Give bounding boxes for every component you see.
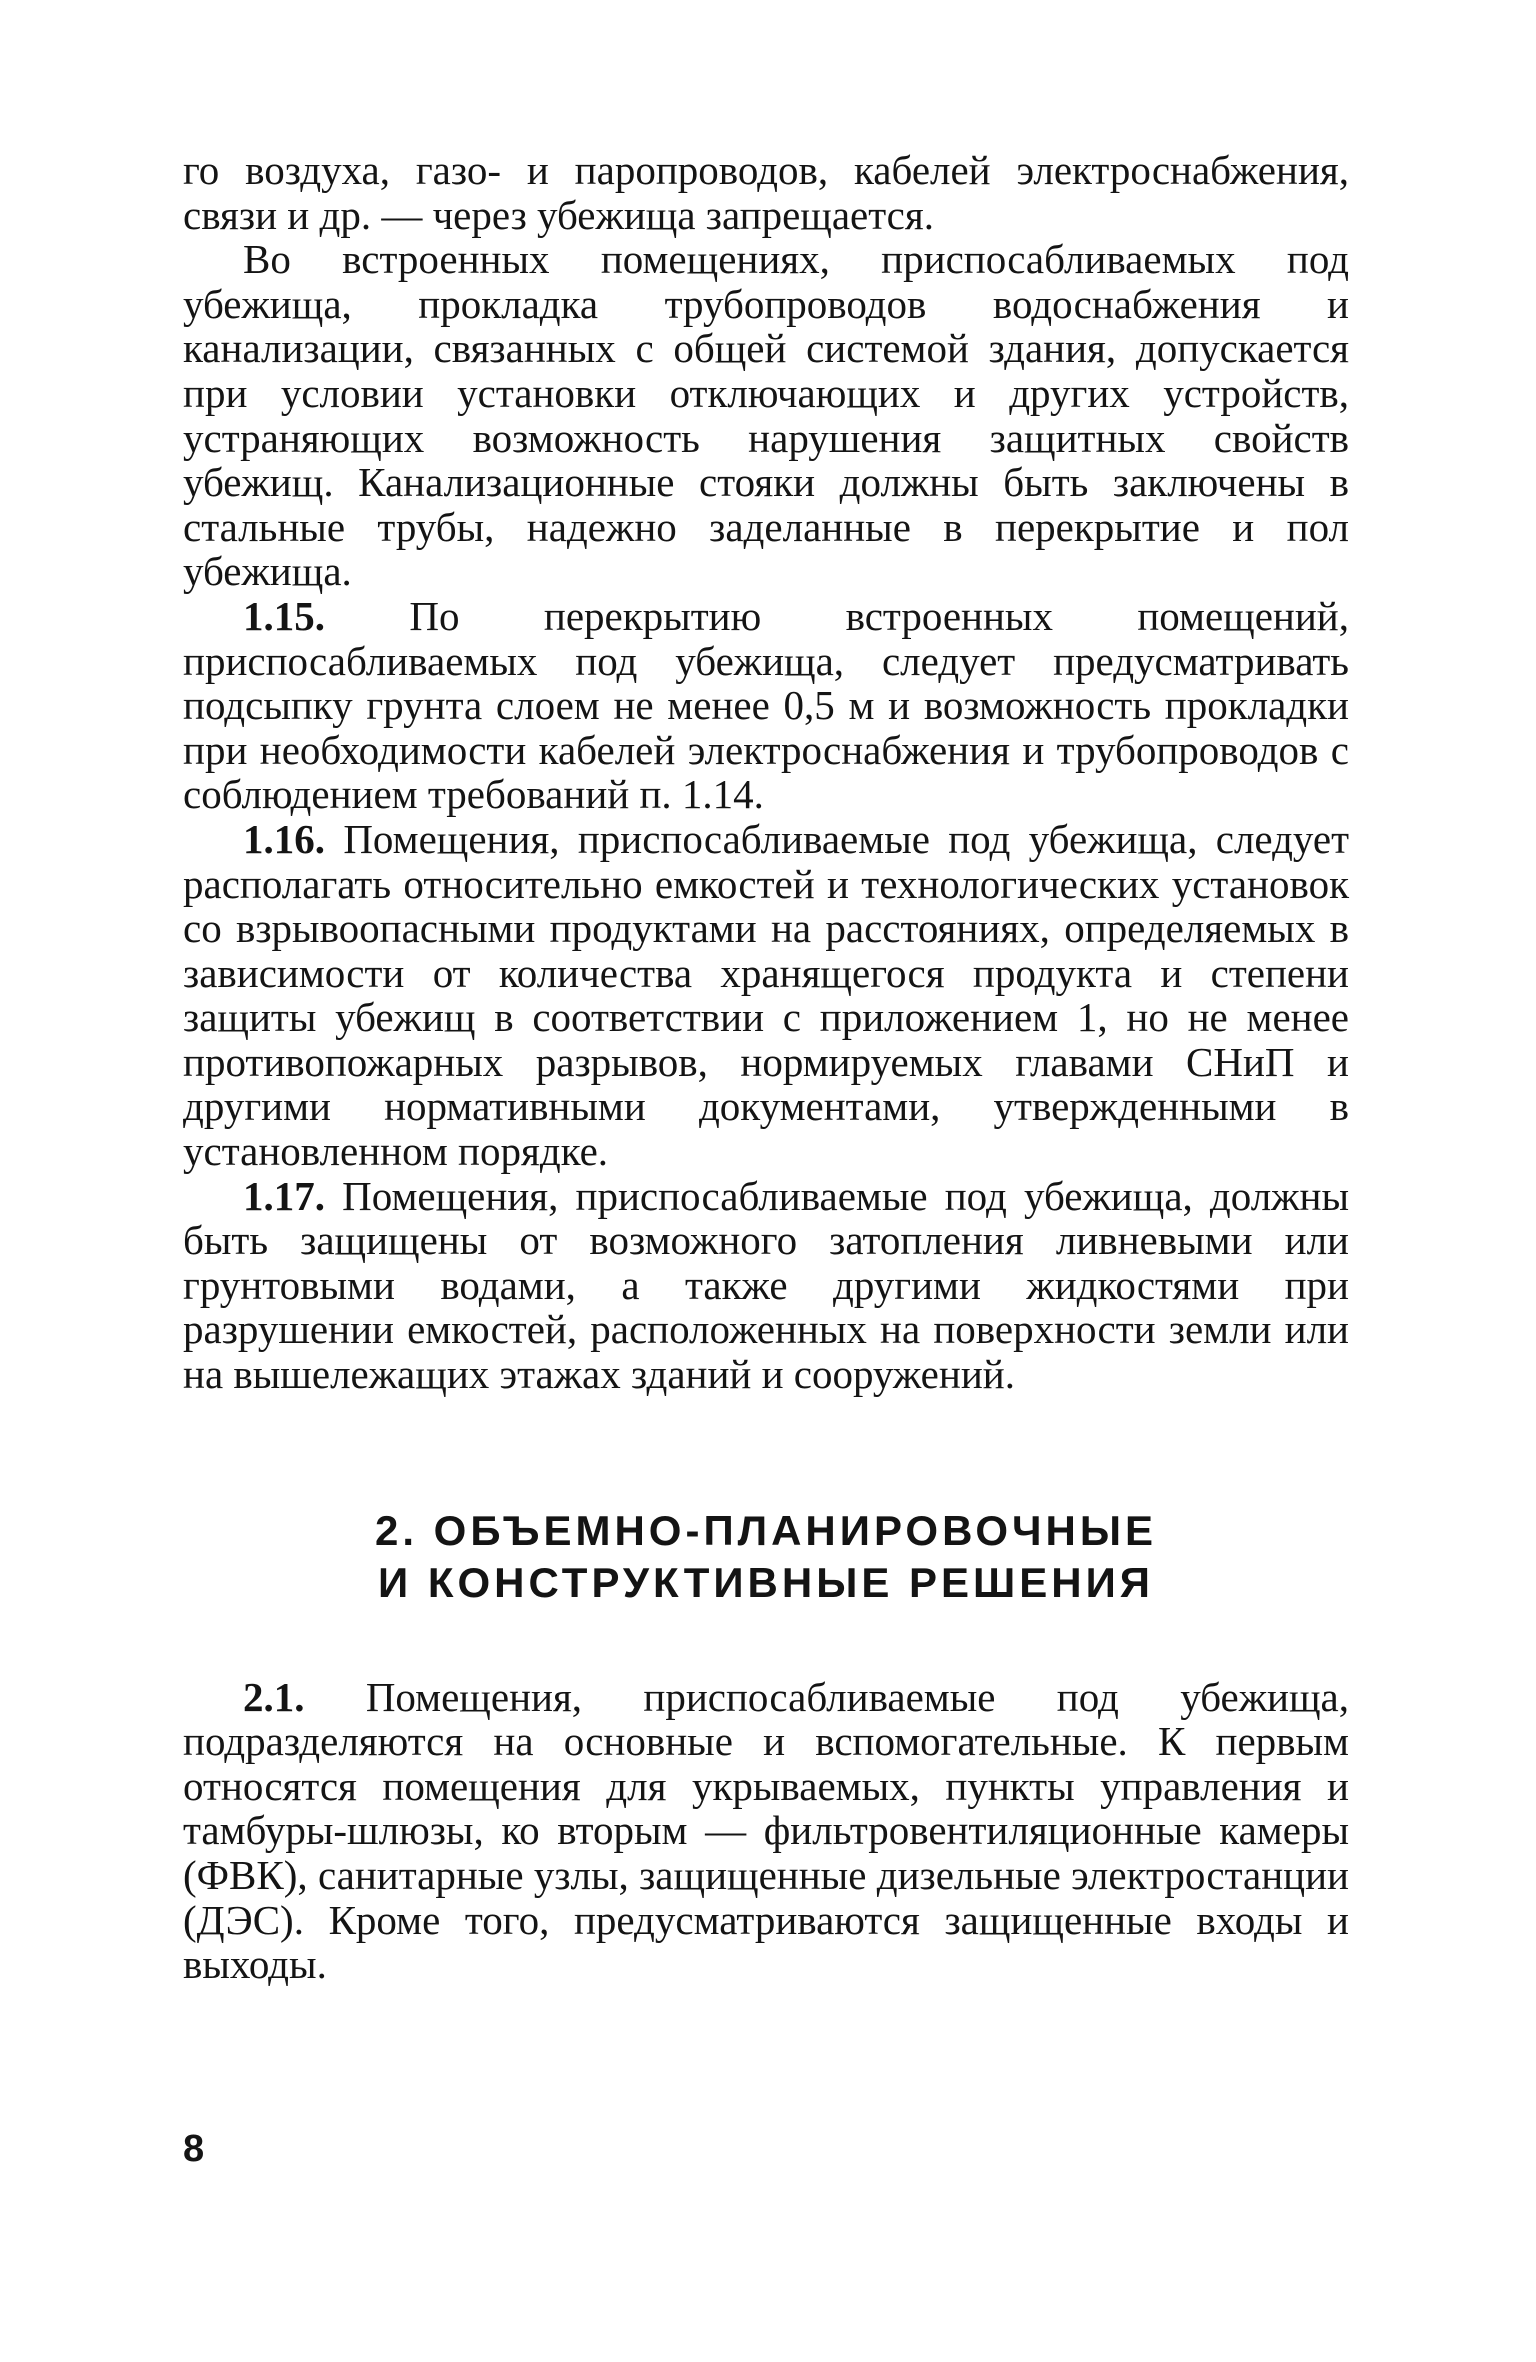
paragraph-text: го воздуха, газо- и паропроводов, кабелей электроснабжения, связи и др. — через убежища запрещается. <box>183 147 1349 238</box>
paragraph-text: По перекрытию встроенных помещений, приспосабливаемых под убежища, следует предусматривать подсыпку грунта слоем не менее 0,5 м и возможность прокладки при необходимости кабелей электроснабжения и трубопроводов с соблюдением требований п. 1.14. <box>183 592 1349 818</box>
section-heading <box>183 1505 1349 1609</box>
paragraph-text: Помещения, приспосабливаемые под убежища, должны быть защищены от возможного затопления ливневыми или грунтовыми водами, а также другими жидкостями при разрушении емкостей, расположенных на поверхности земли или на вышележащих этажах зданий и сооружений. <box>183 1172 1349 1398</box>
paragraph-number: 1.15. <box>243 592 325 639</box>
page-number: 8 <box>183 2128 205 2170</box>
section-heading-line-1: 2. ОБЪЕМНО-ПЛАНИРОВОЧНЫЕ <box>374 1506 1158 1554</box>
section-spacer-top <box>183 1397 1349 1505</box>
section-spacer-bottom <box>183 1609 1349 1675</box>
paragraph-2-1 <box>183 1675 1349 1987</box>
page-body <box>183 148 1349 1987</box>
paragraph-number: 1.17. <box>243 1172 325 1219</box>
paragraph-built-in-premises <box>183 237 1349 594</box>
paragraph-continuation <box>183 148 1349 237</box>
paragraph-1-16 <box>183 817 1349 1174</box>
paragraph-1-17 <box>183 1174 1349 1397</box>
paragraph-1-15 <box>183 594 1349 817</box>
paragraph-number: 2.1. <box>243 1673 305 1720</box>
paragraph-number: 1.16. <box>243 815 325 862</box>
paragraph-text: Помещения, приспосабливаемые под убежища, подразделяются на основные и вспомогательные. К первым относятся помещения для укрываемых, пункты управления и тамбуры-шлюзы, ко вторым — фильтровентиляционные камеры (ФВК), санитарные узлы, защищенные дизельные электростанции (ДЭС). Кроме того, предусматриваются защищенные входы и выходы. <box>183 1673 1350 1988</box>
paragraph-text: Помещения, приспосабливаемые под убежища, следует располагать относительно емкостей и технологических установок со взрывоопасными продуктами на расстояниях, определяемых в зависимости от количества хранящегося продукта и степени защиты убежищ в соответствии с приложением 1, но не менее противопожарных разрывов, нормируемых главами СНиП и другими нормативными документами, утвержденными в установленном порядке. <box>183 815 1349 1175</box>
section-heading-line-2: И КОНСТРУКТИВНЫЕ РЕШЕНИЯ <box>378 1558 1154 1606</box>
paragraph-text: Во встроенных помещениях, приспосабливаемых под убежища, прокладка трубопроводов водоснабжения и канализации, связанных с общей системой здания, допускается при условии установки отключающих и других устройств, устраняющих возможность нарушения защитных свойств убежищ. Канализационные стояки должны быть заключены в стальные трубы, надежно заделанные в перекрытие и пол убежища. <box>183 236 1349 595</box>
